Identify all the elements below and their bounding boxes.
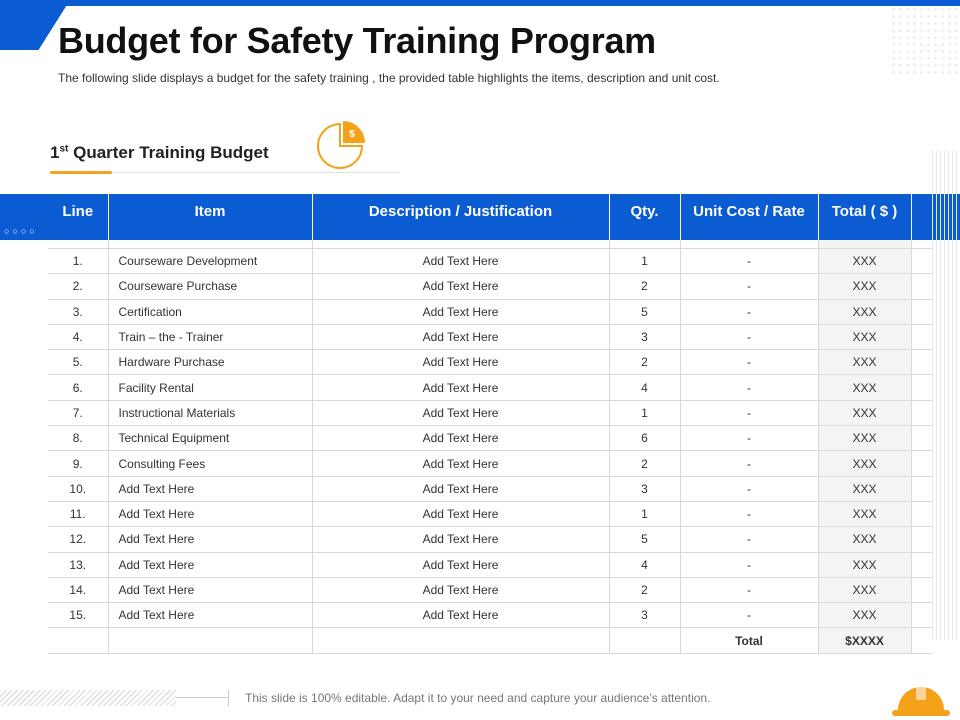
cell-unit-cost: - bbox=[680, 476, 818, 501]
cell-item: Courseware Development bbox=[108, 249, 312, 274]
cell-qty: 5 bbox=[609, 299, 680, 324]
cell-item: Consulting Fees bbox=[108, 451, 312, 476]
header-item: Item bbox=[108, 182, 312, 240]
cell-line: 9. bbox=[48, 451, 108, 476]
cell-qty: 1 bbox=[609, 501, 680, 526]
dollar-sign: $ bbox=[349, 129, 355, 140]
cell-unit-cost: - bbox=[680, 324, 818, 349]
cell-qty: 3 bbox=[609, 476, 680, 501]
table-row bbox=[48, 274, 932, 299]
cell-line: 10. bbox=[48, 476, 108, 501]
total-value: $XXXX bbox=[818, 628, 911, 653]
cell-line: 2. bbox=[48, 274, 108, 299]
cell-blank bbox=[911, 501, 932, 526]
cell-line: 5. bbox=[48, 350, 108, 375]
cell-total: XXX bbox=[818, 577, 911, 602]
cell-blank bbox=[312, 628, 609, 653]
cell-blank bbox=[911, 577, 932, 602]
table-row bbox=[48, 400, 932, 425]
cell-unit-cost: - bbox=[680, 426, 818, 451]
section-ordinal-suffix: st bbox=[59, 143, 69, 155]
cell-qty: 2 bbox=[609, 350, 680, 375]
cell-qty: 4 bbox=[609, 552, 680, 577]
cell-line: 13. bbox=[48, 552, 108, 577]
cell-description: Add Text Here bbox=[312, 476, 609, 501]
pie-chart-dollar-icon bbox=[314, 120, 368, 172]
cell-qty: 2 bbox=[609, 451, 680, 476]
cell-item: Add Text Here bbox=[108, 476, 312, 501]
cell-blank bbox=[911, 375, 932, 400]
cell-total: XXX bbox=[818, 274, 911, 299]
decorative-side-lines bbox=[932, 150, 958, 640]
cell-description: Add Text Here bbox=[312, 274, 609, 299]
cell-line: 3. bbox=[48, 299, 108, 324]
cell-item: Technical Equipment bbox=[108, 426, 312, 451]
cell-unit-cost: - bbox=[680, 249, 818, 274]
total-label: Total bbox=[680, 628, 818, 653]
cell-description: Add Text Here bbox=[312, 400, 609, 425]
budget-table bbox=[48, 182, 932, 654]
cell-description: Add Text Here bbox=[312, 324, 609, 349]
header-description: Description / Justification bbox=[312, 182, 609, 240]
cell-item: Courseware Purchase bbox=[108, 274, 312, 299]
table-body bbox=[48, 240, 932, 653]
cell-qty: 5 bbox=[609, 527, 680, 552]
table-header-row bbox=[48, 182, 932, 240]
cell-line: 15. bbox=[48, 603, 108, 628]
cell-line: 14. bbox=[48, 577, 108, 602]
cell-description: Add Text Here bbox=[312, 350, 609, 375]
cell-line: 11. bbox=[48, 501, 108, 526]
cell-item: Add Text Here bbox=[108, 552, 312, 577]
cell-qty: 2 bbox=[609, 274, 680, 299]
cell-item: Add Text Here bbox=[108, 603, 312, 628]
cell-description: Add Text Here bbox=[312, 552, 609, 577]
table-row bbox=[48, 299, 932, 324]
cell-total: XXX bbox=[818, 249, 911, 274]
cell-item: Instructional Materials bbox=[108, 400, 312, 425]
cell-qty: 3 bbox=[609, 603, 680, 628]
cell-item: Add Text Here bbox=[108, 577, 312, 602]
table-row bbox=[48, 476, 932, 501]
header-line: Line bbox=[62, 202, 94, 220]
cell-qty: 1 bbox=[609, 249, 680, 274]
cell-total: XXX bbox=[818, 451, 911, 476]
cell-description: Add Text Here bbox=[312, 527, 609, 552]
section-underline-accent bbox=[50, 171, 112, 174]
table-row bbox=[48, 603, 932, 628]
safety-helmet-icon bbox=[890, 680, 952, 720]
cell-total: XXX bbox=[818, 299, 911, 324]
cell-unit-cost: - bbox=[680, 501, 818, 526]
cell-total: XXX bbox=[818, 476, 911, 501]
cell-item: Certification bbox=[108, 299, 312, 324]
cell-blank bbox=[911, 299, 932, 324]
header-blank bbox=[911, 182, 932, 240]
cell-qty: 3 bbox=[609, 324, 680, 349]
cell-blank bbox=[911, 476, 932, 501]
page-subtitle: The following slide displays a budget for the safety training , the provided table highlights the items, description and unit cost. bbox=[58, 71, 720, 85]
decorative-circles: ○○○○ bbox=[4, 226, 38, 236]
cell-line: 12. bbox=[48, 527, 108, 552]
cell-qty: 2 bbox=[609, 577, 680, 602]
footer-divider-tick bbox=[228, 690, 229, 706]
header-total: Total ( $ ) bbox=[818, 182, 911, 240]
table-row bbox=[48, 501, 932, 526]
cell-qty: 4 bbox=[609, 375, 680, 400]
section-ordinal: 1 bbox=[50, 143, 60, 162]
cell-description: Add Text Here bbox=[312, 451, 609, 476]
cell-blank bbox=[911, 527, 932, 552]
cell-qty: 6 bbox=[609, 426, 680, 451]
section-title bbox=[50, 143, 269, 163]
table-row bbox=[48, 324, 932, 349]
cell-item: Add Text Here bbox=[108, 501, 312, 526]
table-row bbox=[48, 426, 932, 451]
cell-unit-cost: - bbox=[680, 350, 818, 375]
cell-unit-cost: - bbox=[680, 375, 818, 400]
cell-blank bbox=[911, 426, 932, 451]
cell-total: XXX bbox=[818, 552, 911, 577]
table-row bbox=[48, 451, 932, 476]
cell-description: Add Text Here bbox=[312, 299, 609, 324]
cell-item: Facility Rental bbox=[108, 375, 312, 400]
footer-hatch-pattern bbox=[0, 690, 176, 706]
cell-total: XXX bbox=[818, 501, 911, 526]
decorative-dot-grid bbox=[890, 6, 960, 76]
cell-unit-cost: - bbox=[680, 299, 818, 324]
top-accent-bar bbox=[0, 0, 960, 6]
table-row bbox=[48, 350, 932, 375]
table-row bbox=[48, 552, 932, 577]
cell-line: 7. bbox=[48, 400, 108, 425]
cell-total: XXX bbox=[818, 350, 911, 375]
cell-line: 4. bbox=[48, 324, 108, 349]
cell-blank bbox=[108, 628, 312, 653]
cell-item: Train – the - Trainer bbox=[108, 324, 312, 349]
table-row bbox=[48, 577, 932, 602]
cell-blank bbox=[48, 628, 108, 653]
cell-total: XXX bbox=[818, 426, 911, 451]
cell-description: Add Text Here bbox=[312, 577, 609, 602]
total-row bbox=[48, 628, 932, 653]
cell-blank bbox=[911, 400, 932, 425]
table-spacer-row bbox=[48, 240, 932, 249]
cell-description: Add Text Here bbox=[312, 603, 609, 628]
cell-line: 8. bbox=[48, 426, 108, 451]
page-title: Budget for Safety Training Program bbox=[58, 20, 656, 61]
cell-total: XXX bbox=[818, 527, 911, 552]
cell-blank bbox=[911, 603, 932, 628]
cell-item: Hardware Purchase bbox=[108, 350, 312, 375]
cell-unit-cost: - bbox=[680, 274, 818, 299]
table-row bbox=[48, 527, 932, 552]
cell-line: 1. bbox=[48, 249, 108, 274]
cell-qty: 1 bbox=[609, 400, 680, 425]
table-row bbox=[48, 249, 932, 274]
table-row bbox=[48, 375, 932, 400]
cell-blank bbox=[911, 249, 932, 274]
cell-description: Add Text Here bbox=[312, 501, 609, 526]
cell-unit-cost: - bbox=[680, 603, 818, 628]
cell-line: 6. bbox=[48, 375, 108, 400]
cell-blank bbox=[911, 552, 932, 577]
header-qty: Qty. bbox=[609, 182, 680, 240]
cell-blank bbox=[911, 324, 932, 349]
cell-unit-cost: - bbox=[680, 451, 818, 476]
cell-blank bbox=[911, 628, 932, 653]
cell-total: XXX bbox=[818, 324, 911, 349]
cell-blank bbox=[911, 350, 932, 375]
cell-description: Add Text Here bbox=[312, 426, 609, 451]
cell-total: XXX bbox=[818, 603, 911, 628]
cell-unit-cost: - bbox=[680, 577, 818, 602]
section-label: Quarter Training Budget bbox=[68, 143, 269, 162]
cell-total: XXX bbox=[818, 375, 911, 400]
cell-blank bbox=[911, 274, 932, 299]
cell-total: XXX bbox=[818, 400, 911, 425]
cell-unit-cost: - bbox=[680, 552, 818, 577]
cell-unit-cost: - bbox=[680, 527, 818, 552]
cell-description: Add Text Here bbox=[312, 249, 609, 274]
footer-note: This slide is 100% editable. Adapt it to your need and capture your audience’s attention. bbox=[245, 691, 711, 705]
cell-unit-cost: - bbox=[680, 400, 818, 425]
cell-description: Add Text Here bbox=[312, 375, 609, 400]
footer-divider-line bbox=[176, 697, 228, 698]
cell-item: Add Text Here bbox=[108, 527, 312, 552]
header-unit-cost: Unit Cost / Rate bbox=[680, 182, 818, 240]
cell-blank bbox=[911, 451, 932, 476]
cell-blank bbox=[609, 628, 680, 653]
